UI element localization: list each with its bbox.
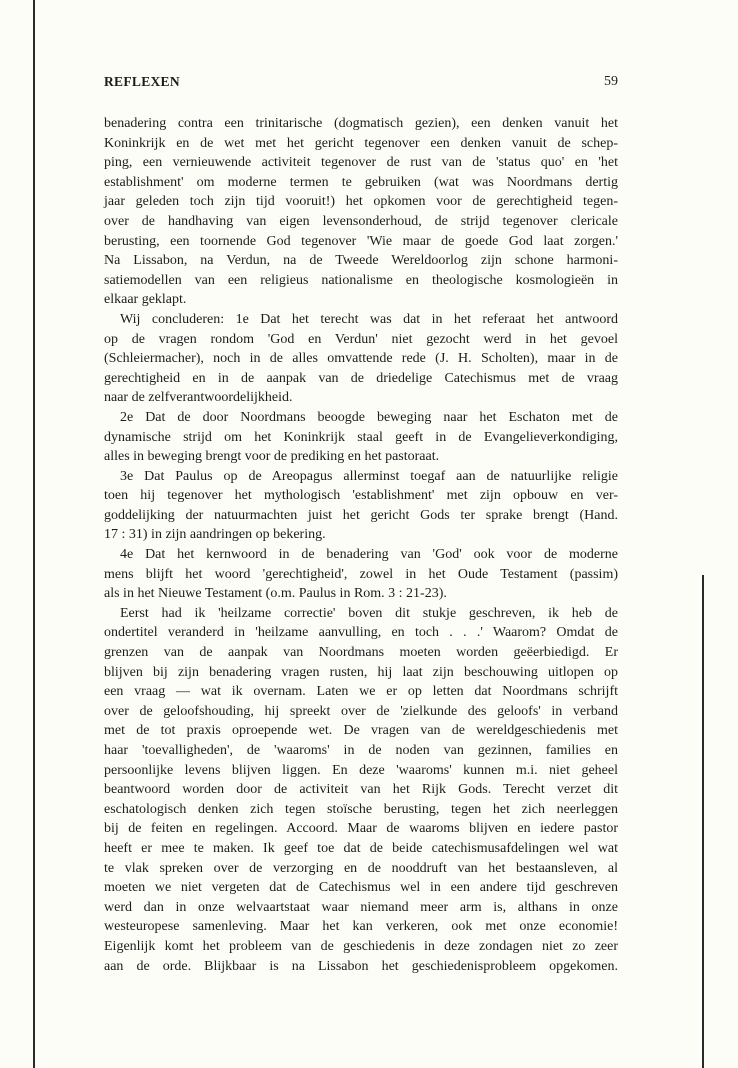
text-line: gerechtigheid en in de aanpak van de driedelige Catechismus met de vraag — [104, 370, 618, 386]
text-line: Eerst had ik 'heilzame correctie' boven dit stukje geschreven, ik heb de — [120, 605, 618, 621]
text-line: op de vragen rondom 'God en Verdun' niet gezocht werd in het gevoel — [104, 331, 618, 347]
text-line: werd dan in onze welvaartstaat waar niemand meer arm is, althans in onze — [104, 899, 618, 915]
text-line: westeuropese samenleving. Maar het kan verkeren, ook met onze economie! — [104, 919, 618, 935]
text-line: ondertitel veranderd in 'heilzame aanvulling, en toch . . .' Waarom? Omdat de — [104, 625, 618, 641]
text-line: (Schleiermacher), noch in de alles omvattende rede (J. H. Scholten), maar in de — [104, 351, 618, 367]
body-text — [104, 114, 618, 996]
text-line: Wij concluderen: 1e Dat het terecht was dat in het referaat het antwoord — [120, 311, 618, 327]
text-line: bij de feiten en regelingen. Accoord. Maar de waaroms blijven en iedere pastor — [104, 821, 618, 837]
text-line: 2e Dat de door Noordmans beoogde beweging naar het Eschaton met de — [120, 409, 618, 425]
text-line: benadering contra een trinitarische (dogmatisch gezien), een denken vanuit het — [104, 116, 618, 131]
text-line: toen hij tegenover het mythologisch 'establishment' met zijn opbouw en ver- — [104, 488, 618, 504]
text-line: satiemodellen van een religieus nationalisme en theologische kosmologieën in — [104, 272, 618, 288]
text-line: 17 : 31) in zijn aandringen op bekering. — [104, 527, 326, 543]
text-line: dynamische strijd om het Koninkrijk staal geeft in de Evangelieverkondiging, — [104, 429, 618, 445]
text-line: Eigenlijk komt het probleem van de geschiedenis in deze zondagen niet zo zeer — [104, 938, 618, 954]
text-line: grenzen van de aanpak van Noordmans moeten worden geëerbiedigd. Er — [104, 645, 618, 661]
text-line: haar 'toevalligheden', de 'waaroms' in de noden van gezinnen, families en — [104, 743, 618, 758]
text-line: Koninkrijk en de wet met het gericht tegenover een denken vanuit de schep- — [104, 135, 618, 151]
text-line: over de geloofshouding, hij spreekt over de 'zielkunde des geloofs' in verband — [104, 703, 618, 719]
page-header — [104, 74, 618, 94]
text-line: Na Lissabon, na Verdun, na de Tweede Wereldoorlog zijn schone harmoni- — [104, 253, 618, 269]
text-line: te vlak spreken over de verzorging en de nooddruft van het bestaansleven, al — [104, 860, 618, 876]
text-line: als in het Nieuwe Testament (o.m. Paulus in Rom. 3 : 21-23). — [104, 586, 447, 602]
text-line: 4e Dat het kernwoord in de benadering van 'God' ook voor de moderne — [120, 547, 618, 563]
text-line: aan de orde. Blijkbaar is na Lissabon het geschiedenisprobleem opgekomen. — [104, 958, 618, 974]
text-line: naar de zelfverantwoordelijkheid. — [104, 390, 293, 406]
text-line: berusting, een toornende God tegenover 'Wie maar de goede God laat zorgen.' — [104, 233, 618, 249]
text-line: eschatologisch denken zich tegen stoïsche berusting, tegen het zich neerleggen — [104, 801, 618, 817]
text-line: beantwoord worden door de activiteit van het Rijk Gods. Terecht verzet dit — [104, 782, 618, 798]
text-line: 3e Dat Paulus op de Areopagus allerminst toegaf aan de natuurlijke religie — [120, 468, 618, 484]
text-line: moeten we niet vergeten dat de Catechismus wel in een andere tijd geschreven — [104, 880, 618, 896]
text-line: goddelijking der natuurmachten juist het gericht Gods ter sprake brengt (Hand. — [104, 507, 618, 523]
text-line: mens blijft het woord 'gerechtigheid', zowel in het Oude Testament (passim) — [104, 566, 618, 582]
text-line: establishment' om moderne termen te gebruiken (wat was Noordmans dertig — [104, 174, 618, 190]
text-line — [104, 976, 618, 996]
text-line: ping, een vernieuwende activiteit tegenover de rust van de 'status quo' en 'het — [104, 155, 618, 171]
scan-edge-left — [33, 0, 35, 1068]
text-line: met de tot praxis oproepende wet. De vragen van de wereldgeschiedenis met — [104, 723, 618, 739]
text-line: een vraag — wat ik overnam. Laten we er op letten dat Noordmans schrijft — [104, 684, 618, 700]
running-head: REFLEXEN — [104, 74, 180, 89]
text-line: persoonlijke levens blijven liggen. En deze 'waaroms' kunnen m.i. niet geheel — [104, 762, 618, 778]
text-line: heeft er mee te maken. Ik geef toe dat de beide catechismusafdelingen wel wat — [104, 840, 618, 856]
text-line: jaar geleden toch zijn tijd vooruit!) het opkomen voor de gerechtigheid tegen- — [104, 194, 618, 210]
scan-edge-right — [702, 575, 704, 1068]
text-line: elkaar geklapt. — [104, 292, 187, 308]
text-line: blijven bij zijn benadering vragen rusten, hij laat zijn beschouwing uitlopen op — [104, 664, 618, 680]
text-line: alles in beweging brengt voor de prediking en het pastoraat. — [104, 449, 440, 465]
page-number: 59 — [604, 74, 618, 89]
text-line: over de handhaving van eigen levensonderhoud, de strijd tegenover clericale — [104, 213, 618, 229]
